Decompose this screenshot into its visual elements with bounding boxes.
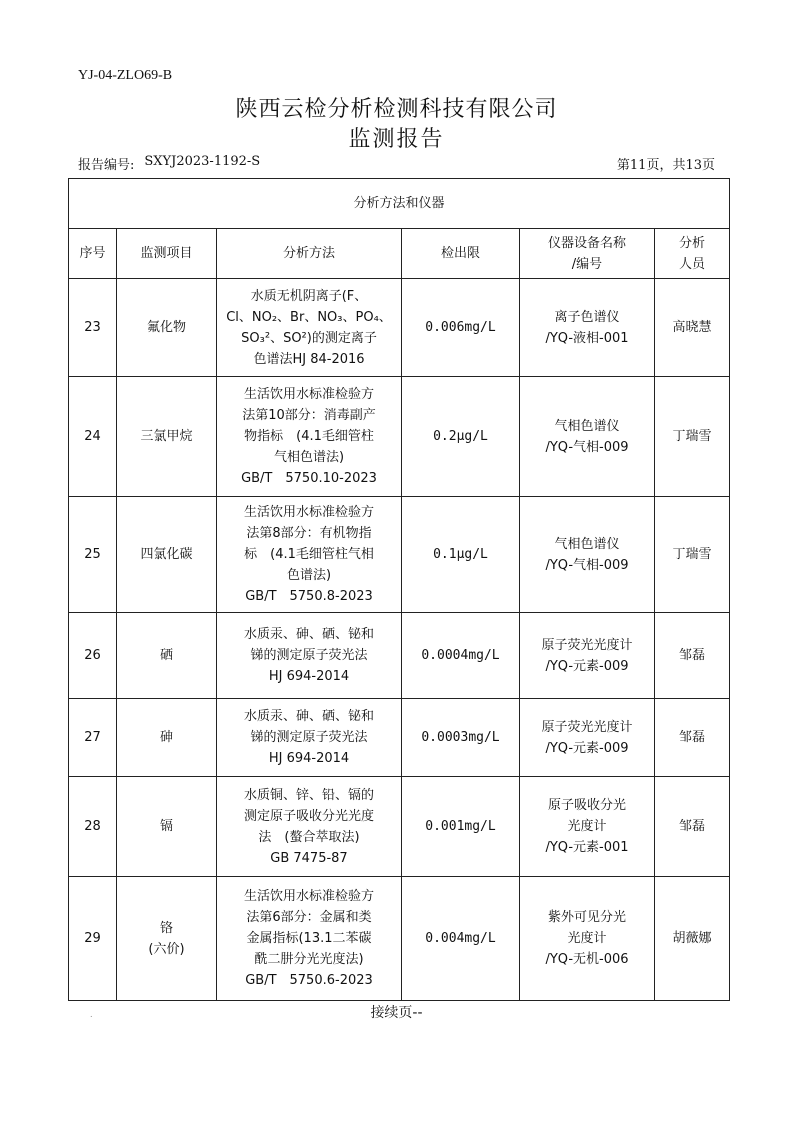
row-method [217, 699, 402, 777]
row-instrument [520, 279, 655, 377]
row-method-line: 水质汞、砷、硒、铋和 [243, 627, 374, 642]
row-instrument [520, 777, 655, 877]
row-method-line: 锑的测定原子荧光法 [250, 730, 368, 745]
row-instrument-line: 紫外可见分光 [547, 910, 626, 925]
row-limit: 0.1μg/L [402, 497, 520, 613]
table-row [69, 377, 730, 497]
row-instrument [520, 377, 655, 497]
report-number-value: SXYJ2023-1192-S [144, 154, 261, 169]
row-instrument-line: 光度计 [567, 931, 607, 946]
row-limit: 0.2μg/L [402, 377, 520, 497]
row-method-line: 法 (螯合萃取法) [258, 829, 360, 845]
col-header-seq: 序号 [69, 229, 117, 279]
row-method [217, 777, 402, 877]
report-info-row [78, 154, 715, 173]
row-instrument-line: 原子吸收分光 [547, 798, 626, 813]
row-item [117, 877, 217, 1001]
row-limit: 0.001mg/L [402, 777, 520, 877]
col-header-analyst [655, 229, 730, 279]
row-instrument [520, 699, 655, 777]
row-instrument [520, 877, 655, 1001]
row-method-line: 法第6部分：金属和类 [246, 910, 372, 925]
row-item-line: 氟化物 [146, 320, 186, 335]
row-instrument-line: 气相色谱仪 [554, 536, 620, 552]
page-info: 第11页，共13页 [616, 158, 715, 173]
row-method [217, 279, 402, 377]
row-method [217, 377, 402, 497]
row-limit: 0.004mg/L [402, 877, 520, 1001]
row-instrument-line: 离子色谱仪 [554, 309, 620, 325]
table-row [69, 613, 730, 699]
col-header-limit: 检出限 [402, 229, 520, 279]
row-method-line: GB/T 5750.8-2023 [245, 589, 373, 604]
row-method-line: 水质无机阴离子(F、 [250, 288, 368, 304]
col-header-instrument [520, 229, 655, 279]
row-limit: 0.0003mg/L [402, 699, 520, 777]
col-header-analyst-line2: 人员 [679, 256, 706, 272]
col-header-instrument-line2: /编号 [571, 256, 603, 272]
row-instrument-line: /YQ-无机-006 [545, 952, 629, 967]
table-row [69, 877, 730, 1001]
col-header-method: 分析方法 [217, 229, 402, 279]
report-number [78, 154, 260, 173]
row-seq: 25 [69, 497, 117, 613]
row-analyst: 邹磊 [655, 699, 730, 777]
row-item-line: 三氯甲烷 [140, 429, 193, 444]
row-instrument-line: 光度计 [567, 819, 607, 834]
row-method-line: 酰二肼分光光度法) [254, 952, 364, 967]
row-method-line: 气相色谱法) [273, 450, 345, 465]
table-row [69, 699, 730, 777]
col-header-instrument-line1: 仪器设备名称 [547, 235, 626, 251]
row-method [217, 613, 402, 699]
row-method-line: 色谱法) [286, 568, 332, 583]
row-method-line: HJ 694-2014 [268, 751, 350, 766]
row-instrument-line: /YQ-元素-009 [545, 740, 629, 756]
row-instrument-line: /YQ-元素-009 [545, 658, 629, 674]
row-limit: 0.0004mg/L [402, 613, 520, 699]
row-seq: 27 [69, 699, 117, 777]
row-instrument-line: /YQ-气相-009 [545, 557, 629, 573]
row-item [117, 613, 217, 699]
row-item-line: 镉 [159, 819, 173, 834]
table-section-title: 分析方法和仪器 [69, 179, 730, 229]
row-method [217, 877, 402, 1001]
row-item [117, 777, 217, 877]
col-header-analyst-line1: 分析 [679, 235, 706, 251]
row-method-line: 水质铜、锌、铅、镉的 [243, 787, 374, 803]
row-seq: 28 [69, 777, 117, 877]
row-instrument [520, 497, 655, 613]
row-analyst: 高晓慧 [655, 279, 730, 377]
row-item-line: 四氯化碳 [140, 547, 193, 562]
row-method-line: GB/T 5750.10-2023 [241, 471, 377, 486]
row-instrument [520, 613, 655, 699]
report-number-label: 报告编号: [78, 158, 135, 173]
table-row [69, 497, 730, 613]
row-seq: 24 [69, 377, 117, 497]
row-method-line: 物指标 (4.1毛细管柱 [244, 429, 374, 444]
row-item [117, 279, 217, 377]
row-instrument-line: 原子荧光光度计 [541, 637, 633, 653]
row-instrument-line: 气相色谱仪 [554, 418, 620, 434]
row-method-line: 标 (4.1毛细管柱气相 [244, 547, 374, 562]
row-method-line: 金属指标(13.1二苯碳 [246, 931, 372, 946]
methods-table [68, 178, 730, 1001]
row-instrument-line: /YQ-液相-001 [545, 330, 629, 346]
row-method [217, 497, 402, 613]
report-title: 监测报告 [348, 127, 445, 152]
row-analyst: 丁瑞雪 [655, 497, 730, 613]
row-instrument-line: /YQ-气相-009 [545, 439, 629, 455]
row-instrument-line: /YQ-元素-001 [545, 840, 629, 855]
row-method-line: 色谱法HJ 84-2016 [253, 351, 365, 367]
row-method-line: 生活饮用水标准检验方 [243, 505, 374, 520]
row-method-line: HJ 694-2014 [268, 669, 350, 684]
row-item-line: 砷 [159, 730, 173, 745]
row-seq: 29 [69, 877, 117, 1001]
col-header-item: 监测项目 [117, 229, 217, 279]
row-item [117, 377, 217, 497]
row-method-line: 法第8部分：有机物指 [246, 526, 372, 541]
row-instrument-line: 原子荧光光度计 [541, 719, 633, 735]
continued-footer: 接续页-- [370, 1005, 423, 1021]
row-method-line: 测定原子吸收分光光度 [243, 808, 374, 824]
row-method-line: GB 7475-87 [270, 850, 348, 866]
row-method-line: 生活饮用水标准检验方 [243, 387, 374, 402]
company-name: 陕西云检分析检测科技有限公司 [235, 97, 558, 122]
row-item-line: 铬 [159, 920, 173, 936]
document-code: YJ-04-ZLO69-B [78, 68, 173, 83]
row-seq: 23 [69, 279, 117, 377]
row-method-line: GB/T 5750.6-2023 [245, 973, 373, 988]
row-method-line: 锑的测定原子荧光法 [250, 648, 368, 663]
row-analyst: 丁瑞雪 [655, 377, 730, 497]
row-limit: 0.006mg/L [402, 279, 520, 377]
table-row [69, 777, 730, 877]
row-item-line: (六价) [148, 941, 185, 957]
row-method-line: 水质汞、砷、硒、铋和 [243, 709, 374, 724]
row-item [117, 699, 217, 777]
row-analyst: 邹磊 [655, 613, 730, 699]
row-item-line: 硒 [159, 648, 173, 663]
row-seq: 26 [69, 613, 117, 699]
page-mark: . [90, 1010, 93, 1019]
row-method-line: SO₃²、SO²)的测定离子 [241, 330, 377, 346]
row-method-line: Cl、NO₂、Br、NO₃、PO₄、 [226, 309, 392, 325]
table-row [69, 279, 730, 377]
row-analyst: 邹磊 [655, 777, 730, 877]
row-item [117, 497, 217, 613]
row-analyst: 胡薇娜 [655, 877, 730, 1001]
row-method-line: 生活饮用水标准检验方 [243, 889, 374, 904]
row-method-line: 法第10部分：消毒副产 [242, 408, 376, 423]
